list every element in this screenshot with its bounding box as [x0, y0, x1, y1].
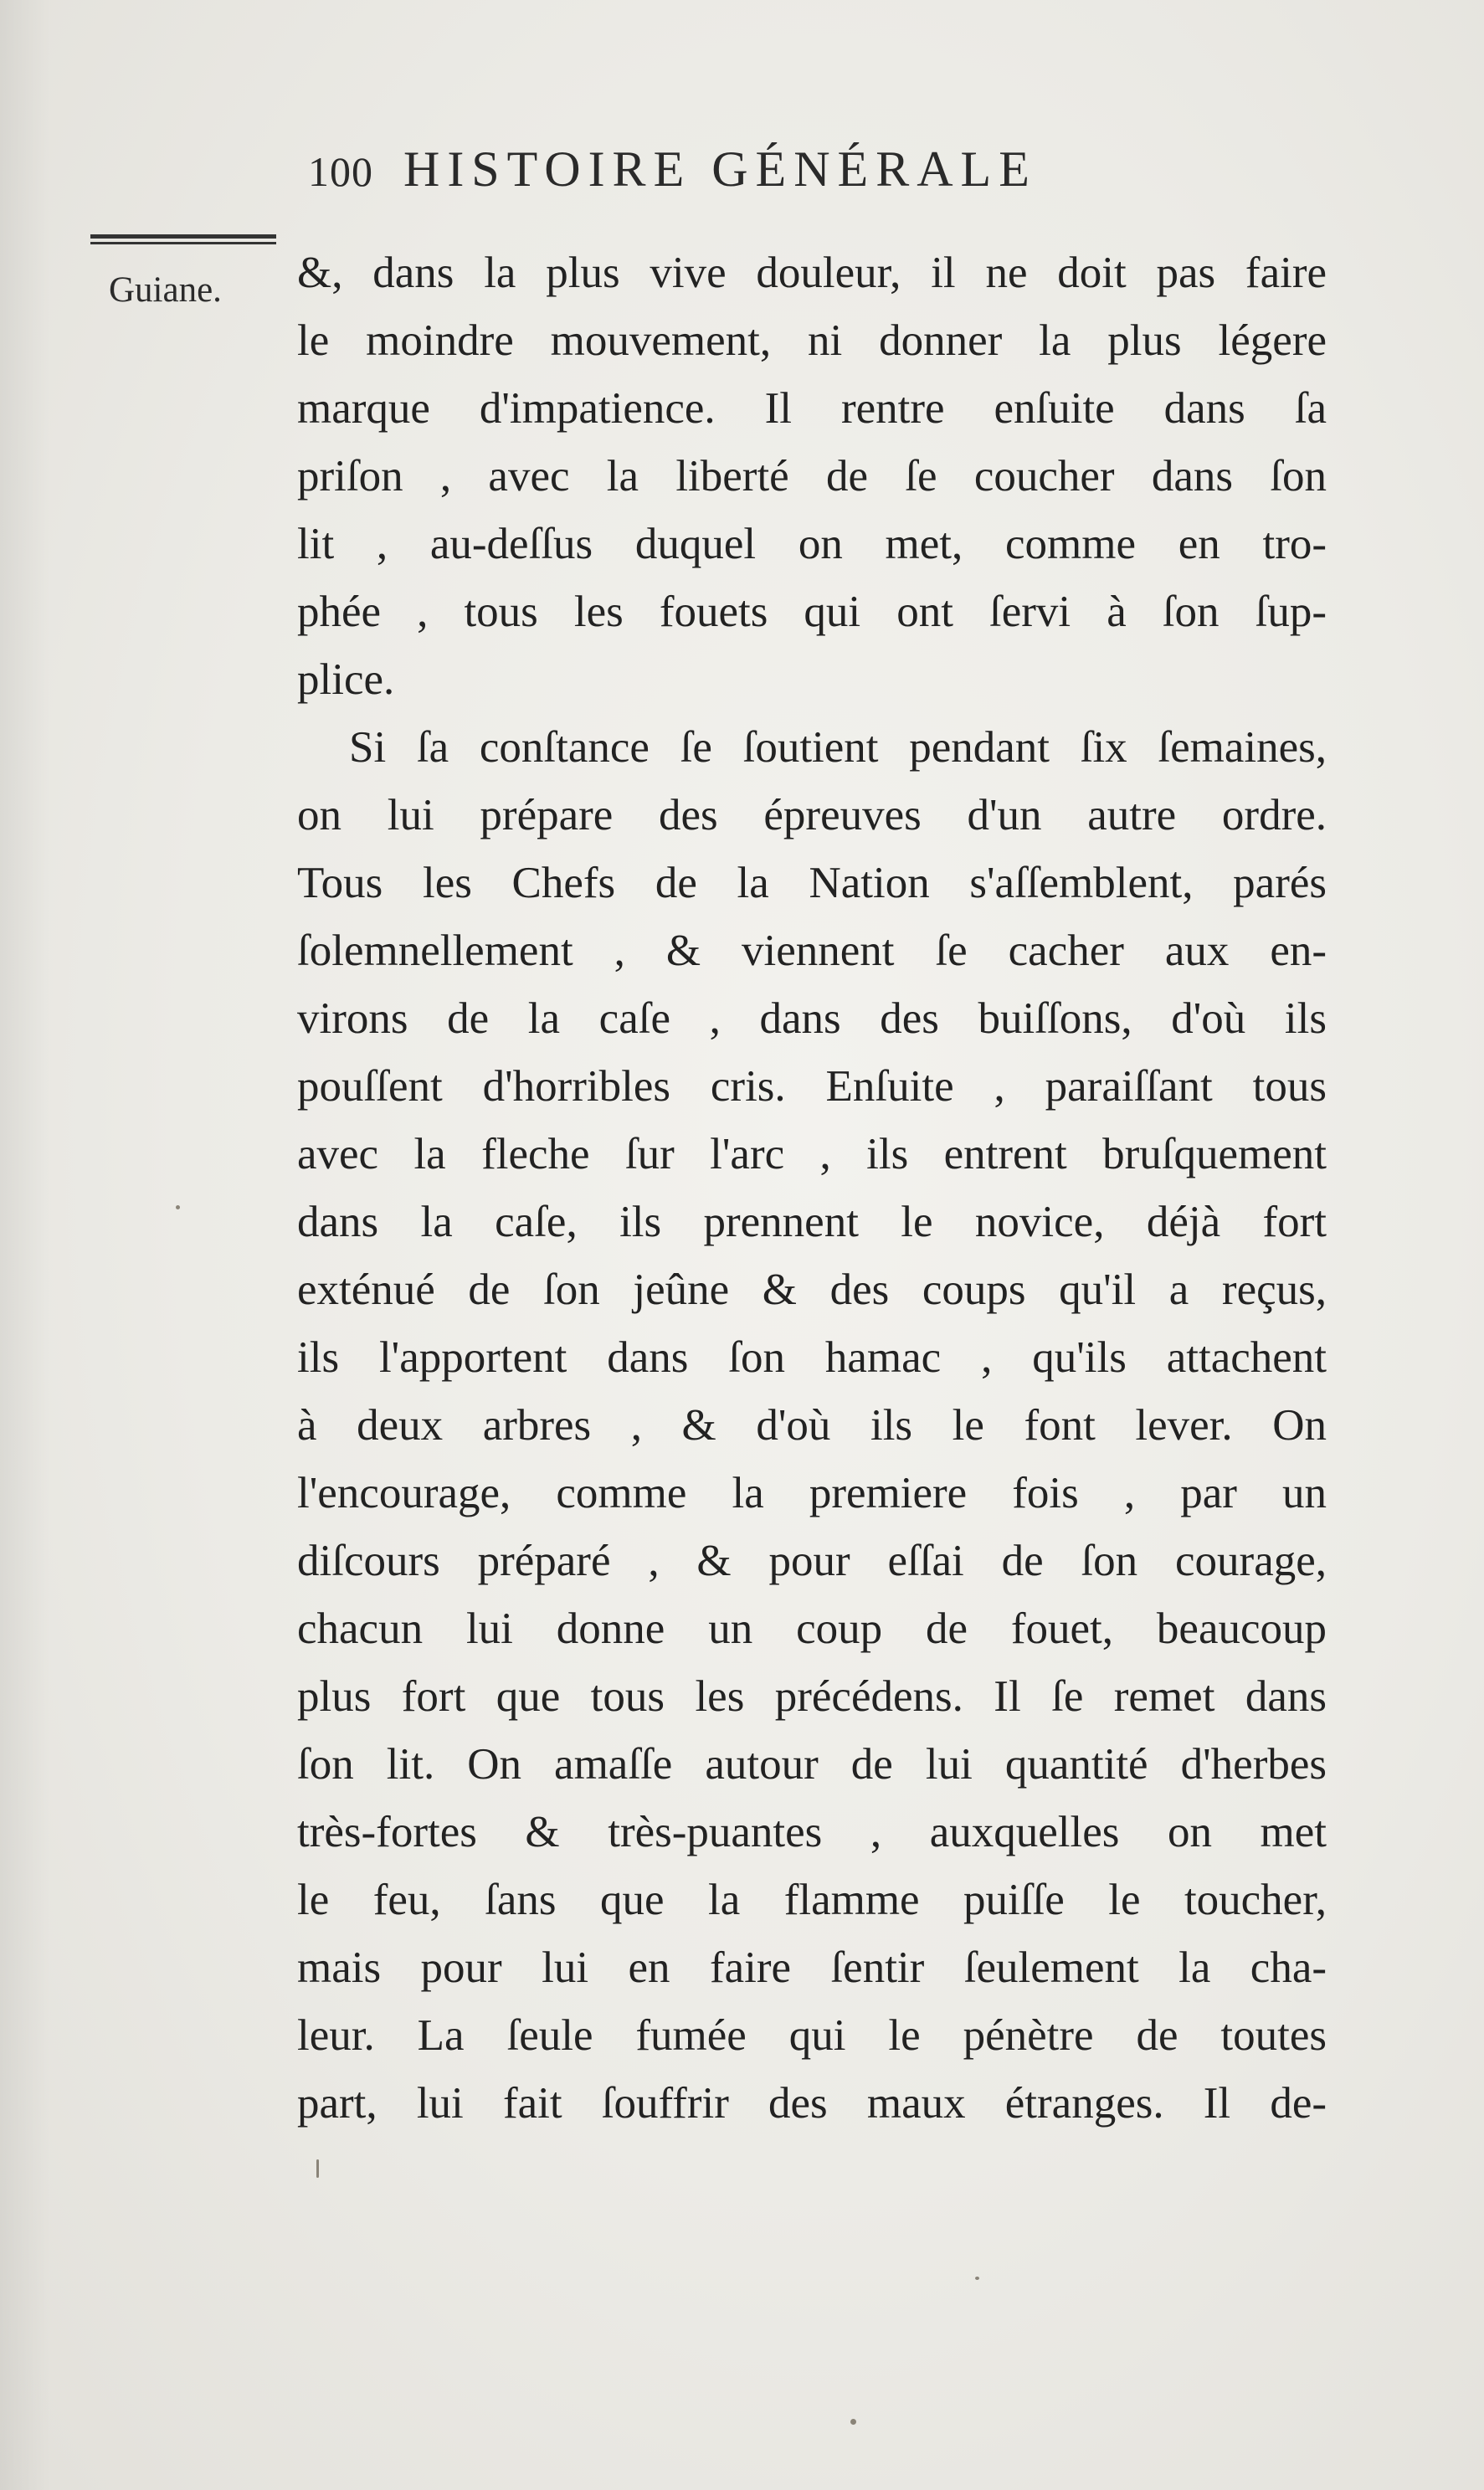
text-line: leur. La ſeule fumée qui le pénètre de toutes: [297, 2011, 1327, 2060]
text-line: Tous les Chefs de la Nation s'aſſemblent, parés: [297, 859, 1327, 907]
text-line: plice.: [297, 655, 395, 704]
text-line: part, lui fait ſouffrir des maux étranges. Il de-: [297, 2079, 1327, 2128]
text-line: on lui prépare des épreuves d'un autre ordre.: [297, 791, 1327, 839]
text-line: ſon lit. On amaſſe autour de lui quantité d'herbes: [297, 1740, 1327, 1789]
paper-speck: [975, 2277, 979, 2280]
text-line: très-fortes & très-puantes , auxquelles on met: [297, 1808, 1327, 1856]
running-head: [308, 141, 1354, 208]
text-line: lit , au-deſſus duquel on met, comme en tro-: [297, 520, 1327, 568]
text-line: le moindre mouvement, ni donner la plus légere: [297, 316, 1327, 365]
body-text: [297, 239, 1327, 2138]
text-line: virons de la caſe , dans des buiſſons, d'où ils: [297, 994, 1327, 1043]
text-line: phée , tous les fouets qui ont ſervi à ſon ſup-: [297, 588, 1327, 636]
text-line: &, dans la plus vive douleur, il ne doit pas faire: [297, 249, 1327, 297]
text-line: le feu, ſans que la flamme puiſſe le toucher,: [297, 1876, 1327, 1924]
paper-speck: [176, 1205, 180, 1209]
text-line: avec la fleche ſur l'arc , ils entrent bruſquement: [297, 1130, 1327, 1178]
running-title: HISTOIRE GÉNÉRALE: [403, 141, 1037, 197]
text-line: marque d'impatience. Il rentre enſuite dans ſa: [297, 384, 1327, 433]
text-line: diſcours préparé , & pour eſſai de ſon courage,: [297, 1537, 1327, 1585]
page-edge-shadow: [0, 0, 50, 2490]
text-line: chacun lui donne un coup de fouet, beaucoup: [297, 1604, 1327, 1653]
text-line: dans la caſe, ils prennent le novice, déjà fort: [297, 1198, 1327, 1246]
text-line: pouſſent d'horribles cris. Enſuite , paraiſſant tous: [297, 1062, 1327, 1111]
text-line: plus fort que tous les précédens. Il ſe remet dans: [297, 1672, 1327, 1721]
text-line: ils l'apportent dans ſon hamac , qu'ils attachent: [297, 1333, 1327, 1382]
text-line: priſon , avec la liberté de ſe coucher dans ſon: [297, 452, 1327, 501]
text-line: l'encourage, comme la premiere fois , par un: [297, 1469, 1327, 1517]
text-line: ſolemnellement , & viennent ſe cacher aux en-: [297, 927, 1327, 975]
paper-speck: [850, 2419, 856, 2425]
margin-note: Guiane.: [109, 270, 222, 310]
margin-rule: [90, 234, 276, 244]
text-line: exténué de ſon jeûne & des coups qu'il a reçus,: [297, 1266, 1327, 1314]
text-line: mais pour lui en faire ſentir ſeulement la cha-: [297, 1943, 1327, 1992]
page-number: 100: [308, 148, 373, 195]
paper-speck: [316, 2159, 319, 2178]
paragraph-first-line: Si ſa conſtance ſe ſoutient pendant ſix ſemaines,: [349, 723, 1327, 772]
text-line: à deux arbres , & d'où ils le font lever. On: [297, 1401, 1327, 1450]
